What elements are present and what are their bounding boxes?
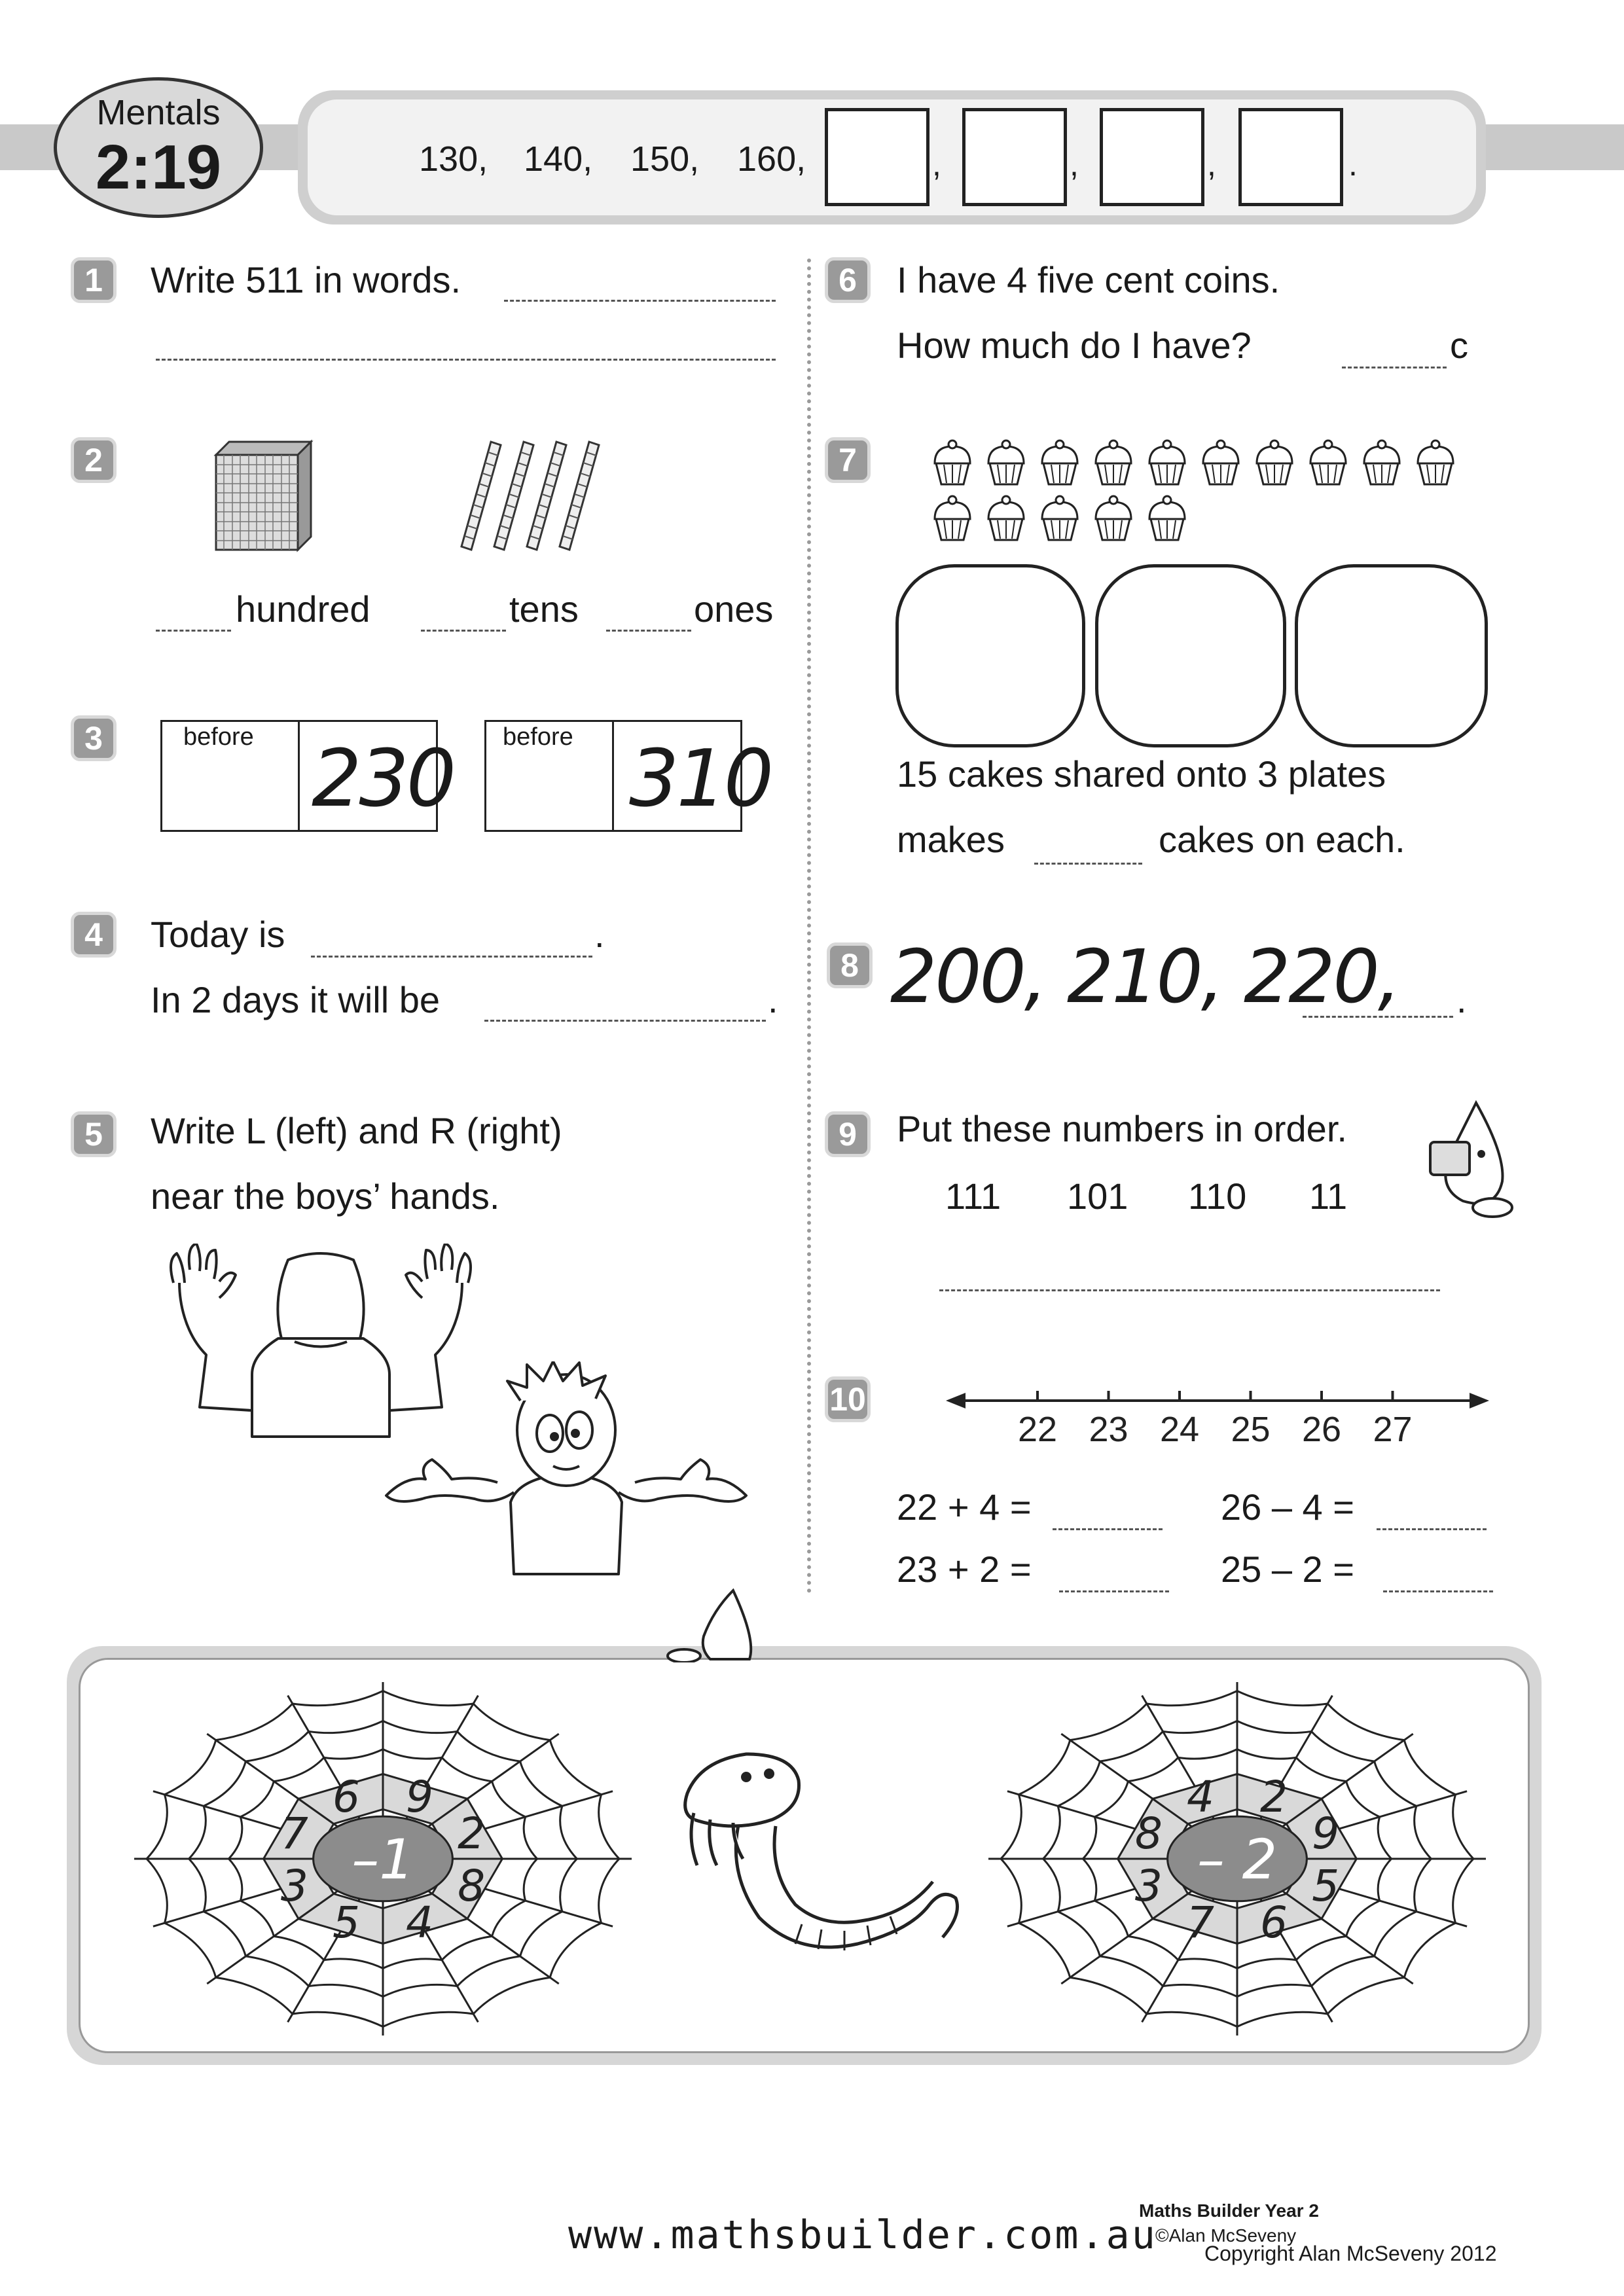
separator-3: , bbox=[1207, 146, 1216, 183]
web-number: 5 bbox=[333, 1897, 361, 1948]
number-line-tick-label: 27 bbox=[1373, 1410, 1413, 1449]
q5-line-2: near the boys’ hands. bbox=[151, 1175, 500, 1217]
copyright-notice: Copyright Alan McSeveny 2012 bbox=[1204, 2242, 1497, 2265]
worm-illustration bbox=[661, 1734, 1028, 1996]
q9-number-3: 110 bbox=[1188, 1175, 1247, 1217]
sequence-4: 160, bbox=[737, 139, 806, 179]
cupcake-icon bbox=[1359, 439, 1405, 488]
hundred-block-icon bbox=[209, 435, 314, 556]
q7-line-2a: makes bbox=[897, 819, 1005, 860]
web-number: 4 bbox=[1187, 1771, 1215, 1822]
separator-1: , bbox=[932, 146, 941, 183]
question-number-4: 4 bbox=[71, 912, 117, 958]
cupcake-icon bbox=[1413, 439, 1458, 488]
cupcake-icon bbox=[983, 494, 1029, 543]
question-number-9: 9 bbox=[825, 1111, 871, 1157]
spider-web-minus-one bbox=[121, 1666, 645, 2045]
before-box-2 bbox=[484, 720, 772, 832]
q10-answer-line-2[interactable] bbox=[1377, 1528, 1487, 1530]
before-label-1: before bbox=[183, 723, 254, 751]
web-number: 7 bbox=[1187, 1897, 1215, 1948]
question-number-10: 10 bbox=[825, 1376, 871, 1422]
web-number: 4 bbox=[405, 1897, 433, 1948]
tens-rods-icon bbox=[458, 439, 602, 556]
q10-sum-1: 22 + 4 = bbox=[897, 1486, 1032, 1528]
sequence-1: 130, bbox=[419, 139, 488, 179]
cupcake-icon bbox=[1252, 439, 1297, 488]
sequence-2: 140, bbox=[524, 139, 593, 179]
q9-answer-line[interactable] bbox=[939, 1289, 1440, 1291]
cupcake-icon bbox=[1198, 439, 1244, 488]
question-number-8: 8 bbox=[827, 942, 873, 988]
two-days-answer-line[interactable] bbox=[484, 1020, 766, 1022]
web-number: 8 bbox=[1134, 1808, 1163, 1859]
web-number: 3 bbox=[1134, 1860, 1163, 1911]
q10-answer-line-3[interactable] bbox=[1059, 1590, 1169, 1592]
mentals-badge bbox=[54, 77, 263, 218]
question-number-7: 7 bbox=[825, 437, 871, 483]
question-number-1: 1 bbox=[71, 257, 117, 303]
ones-label: ones bbox=[694, 588, 774, 630]
cupcakes-group bbox=[929, 439, 1466, 543]
separator-2: , bbox=[1070, 146, 1079, 183]
number-line-right-arrow bbox=[1470, 1393, 1489, 1408]
shrugging-boy-illustration[interactable] bbox=[383, 1361, 749, 1584]
q1-answer-line-1[interactable] bbox=[504, 300, 776, 302]
cupcake-icon bbox=[1305, 439, 1351, 488]
q10-sum-4: 25 – 2 = bbox=[1221, 1549, 1354, 1590]
q8-answer-line[interactable] bbox=[1303, 1016, 1453, 1018]
sequence-answer-box-2[interactable] bbox=[962, 108, 1067, 206]
number-line-tick-label: 26 bbox=[1301, 1410, 1342, 1449]
cupcake-icon bbox=[929, 439, 975, 488]
column-divider bbox=[807, 259, 811, 1594]
cupcake-icon bbox=[1144, 439, 1190, 488]
q1-answer-line-2[interactable] bbox=[156, 359, 776, 361]
today-answer-line[interactable] bbox=[311, 956, 592, 958]
plate-2[interactable] bbox=[1095, 564, 1286, 747]
cupcake-icon bbox=[1091, 494, 1136, 543]
q7-line-2b: cakes on each. bbox=[1159, 819, 1405, 860]
plate-3[interactable] bbox=[1295, 564, 1488, 747]
q6-line-2: How much do I have? bbox=[897, 325, 1252, 366]
web-center-label: – 2 bbox=[1197, 1827, 1278, 1892]
q4-period-2: . bbox=[768, 979, 778, 1020]
hundred-label: hundred bbox=[236, 588, 370, 630]
reading-drop-mascot-illustration bbox=[1424, 1096, 1522, 1221]
cupcake-icon bbox=[1037, 439, 1083, 488]
cakes-each-answer-line[interactable] bbox=[1034, 863, 1142, 865]
web-center-label: –1 bbox=[352, 1827, 414, 1892]
hundreds-answer-line[interactable] bbox=[156, 630, 231, 632]
cupcake-icon bbox=[1091, 439, 1136, 488]
web-number: 3 bbox=[280, 1860, 308, 1911]
number-line bbox=[943, 1381, 1492, 1453]
number-line-left-arrow bbox=[946, 1393, 965, 1408]
q8-period: . bbox=[1456, 979, 1467, 1020]
web-number: 2 bbox=[1259, 1771, 1288, 1822]
sequence-answer-box-1[interactable] bbox=[825, 108, 929, 206]
q6-line-1: I have 4 five cent coins. bbox=[897, 259, 1280, 300]
coins-answer-line[interactable] bbox=[1342, 367, 1447, 368]
q4-today-text: Today is bbox=[151, 914, 285, 955]
web-number: 6 bbox=[333, 1771, 361, 1822]
before-value-2: 310 bbox=[629, 734, 772, 825]
number-line-tick-label: 24 bbox=[1159, 1410, 1200, 1449]
author-credit: ©Alan McSeveny bbox=[1155, 2225, 1297, 2246]
q7-line-1: 15 cakes shared onto 3 plates bbox=[897, 753, 1386, 795]
q9-number-4: 11 bbox=[1309, 1175, 1348, 1217]
q1-text: Write 511 in words. bbox=[151, 259, 461, 300]
q5-line-1: Write L (left) and R (right) bbox=[151, 1110, 562, 1151]
question-number-6: 6 bbox=[825, 257, 871, 303]
q10-sum-3: 23 + 2 = bbox=[897, 1549, 1032, 1590]
q4-two-days-text: In 2 days it will be bbox=[151, 979, 440, 1020]
q9-text: Put these numbers in order. bbox=[897, 1108, 1347, 1149]
separator-4: . bbox=[1348, 146, 1358, 183]
peeking-drop-mascot-illustration bbox=[661, 1584, 759, 1662]
web-number: 7 bbox=[280, 1808, 308, 1859]
plate-1[interactable] bbox=[895, 564, 1085, 747]
web-number: 6 bbox=[1259, 1897, 1288, 1948]
q8-sequence: 200, 210, 220, bbox=[890, 935, 1399, 1020]
q9-number-1: 111 bbox=[945, 1175, 1001, 1217]
tens-answer-line[interactable] bbox=[421, 630, 506, 632]
number-line-tick-label: 25 bbox=[1231, 1410, 1271, 1449]
cupcake-icon bbox=[1037, 494, 1083, 543]
q9-number-2: 101 bbox=[1067, 1175, 1128, 1217]
web-number: 5 bbox=[1312, 1860, 1340, 1911]
book-title: Maths Builder Year 2 bbox=[1139, 2200, 1319, 2221]
web-number: 9 bbox=[405, 1771, 433, 1822]
ones-answer-line[interactable] bbox=[606, 630, 691, 632]
cupcake-icon bbox=[983, 439, 1029, 488]
before-label-2: before bbox=[503, 723, 573, 751]
cupcake-icon bbox=[929, 494, 975, 543]
web-number: 2 bbox=[458, 1808, 486, 1859]
sequence-answer-box-3[interactable] bbox=[1100, 108, 1204, 206]
question-number-3: 3 bbox=[71, 715, 117, 761]
question-number-5: 5 bbox=[71, 1111, 117, 1157]
web-number: 9 bbox=[1312, 1808, 1340, 1859]
q4-period-1: . bbox=[594, 914, 605, 955]
number-line-tick-label: 23 bbox=[1089, 1410, 1128, 1449]
sequence-answer-box-4[interactable] bbox=[1238, 108, 1343, 206]
cupcake-icon bbox=[1144, 494, 1190, 543]
q6-unit: c bbox=[1450, 325, 1468, 366]
number-line-tick-label: 22 bbox=[1017, 1410, 1058, 1449]
question-number-2: 2 bbox=[71, 437, 117, 483]
before-box-1 bbox=[160, 720, 454, 832]
mentals-label: Mentals bbox=[96, 93, 221, 132]
q10-answer-line-4[interactable] bbox=[1383, 1590, 1493, 1592]
tens-label: tens bbox=[509, 588, 579, 630]
web-number: 8 bbox=[458, 1860, 486, 1911]
website-url[interactable]: www.mathsbuilder.com.au bbox=[568, 2212, 1157, 2258]
before-value-1: 230 bbox=[312, 734, 454, 825]
sequence-3: 150, bbox=[630, 139, 700, 179]
q10-sum-2: 26 – 4 = bbox=[1221, 1486, 1354, 1528]
q10-answer-line-1[interactable] bbox=[1053, 1528, 1163, 1530]
spider-web-minus-two bbox=[975, 1666, 1499, 2045]
mentals-number: 2:19 bbox=[95, 132, 222, 202]
